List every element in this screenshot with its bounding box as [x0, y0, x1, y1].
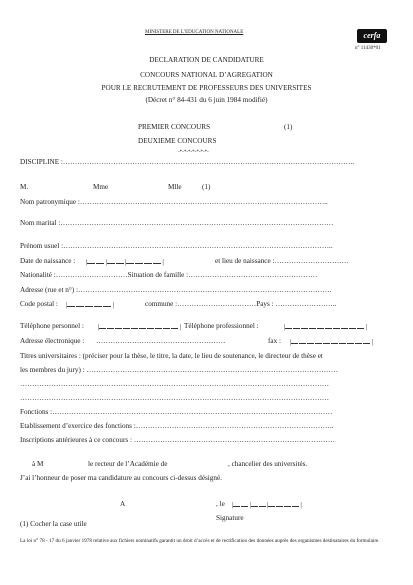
premier-concours-note: (1) — [284, 123, 293, 131]
email-label: Adresse électronique : — [20, 337, 85, 345]
closing-a-m: à M — [32, 460, 44, 468]
discipline-field[interactable]: DISCIPLINE :………………………………………………………………………………………………………….. — [20, 158, 355, 166]
cerfa-logo: cerfa — [357, 29, 387, 43]
closing-recteur: le recteur de l’Académie de — [88, 460, 168, 468]
civ-m[interactable]: M. — [20, 183, 29, 191]
nom-marital-field[interactable]: Nom marital :…………………………………………………………………………………………………… — [20, 219, 334, 227]
etablissement-field[interactable]: Etablissement d’exercice des fonctions :……………………………………………………………………….. — [20, 422, 334, 430]
date-naissance-label: Date de naissance : — [20, 257, 76, 265]
tel-perso-label: Téléphone personnel : — [20, 322, 84, 330]
closing-le: , le — [216, 500, 225, 508]
signature-label: Signature — [216, 514, 244, 522]
tel-pro-boxes[interactable]: | | — [284, 323, 367, 331]
ministry-header: MINISTERE DE L’EDUCATION NATIONALE — [145, 30, 244, 35]
fax-label: fax : — [268, 337, 281, 345]
title-line-4: (Décret n° 84-431 du 6 juin 1984 modifié) — [145, 96, 268, 104]
inscriptions-field[interactable]: Inscriptions antérieures à ce concours : ………………………………………………………………………… — [20, 436, 336, 444]
titres-dots-2[interactable]: ………………………………………………………………………………………………………………… — [20, 394, 330, 402]
footnote-loi: La loi n° 78 - 17 du 6 janvier 1978 relative aux fichiers nominatifs garantit un droit d’accès et de rectification des données auprès des organismes destinataires du formulaire. — [20, 538, 380, 544]
commune-field[interactable]: commune :……………………………Pays : …………………….. — [145, 300, 337, 308]
civ-mme[interactable]: Mme — [93, 183, 109, 191]
code-postal-boxes[interactable]: | | — [66, 301, 114, 309]
title-line-2: CONCOURS NATIONAL D’AGREGATION — [140, 71, 273, 79]
lieu-naissance-field[interactable]: et lieu de naissance :…………………………. — [215, 257, 349, 265]
note-cocher: (1) Cocher la case utile — [20, 520, 87, 528]
premier-concours-label: PREMIER CONCOURS — [138, 123, 211, 131]
titres-line-1: Titres universitaires : (préciser pour la thèse, le titre, la date, le lieu de soutenance, le directeur de thèse et — [20, 352, 323, 360]
title-line-1: DECLARATION DE CANDIDATURE — [149, 56, 264, 64]
nationalite-field[interactable]: Nationalité :…………………………Situation de famille :……………………………………………… — [20, 271, 318, 279]
closing-a: A — [120, 500, 126, 508]
tel-perso-boxes[interactable]: | | — [98, 323, 181, 331]
titres-dots-1[interactable]: ………………………………………………………………………………………………………………… — [20, 380, 330, 388]
code-postal-label: Code postal : — [20, 300, 58, 308]
separator: -*-*-*-*-*-*-*- — [178, 150, 209, 155]
civ-mlle[interactable]: Mlle — [168, 183, 182, 191]
deuxieme-concours-label: DEUXIEME CONCOURS — [138, 137, 217, 145]
title-line-3: POUR LE RECRUTEMENT DE PROFESSEURS DES UNIVERSITES — [101, 84, 312, 92]
adresse-field[interactable]: Adresse (rue et n°) :……………………………………………………………………………………………. — [20, 286, 332, 294]
nom-patronymique-field[interactable]: Nom patronymique :………………………………………………………………………………………….. — [20, 198, 328, 206]
civ-note: (1) — [202, 183, 211, 191]
fax-boxes[interactable]: | | — [290, 338, 373, 346]
tel-pro-label: Téléphone professionnel : — [184, 322, 259, 330]
form-number: n° 11430*01 — [355, 46, 381, 51]
closing-honneur: J’ai l’honneur de poser ma candidature au concours ci-dessus désigné. — [20, 474, 222, 482]
prenom-field[interactable]: Prénom usuel :………………………………………………………………………………………………….. — [20, 242, 333, 250]
email-field[interactable]: ……………………………………………… — [96, 337, 226, 345]
closing-chancelier: , chancelier des universités. — [228, 460, 308, 468]
closing-date-boxes[interactable]: | | | | — [232, 501, 302, 509]
fonctions-field[interactable]: Fonctions :……………………………………………………………………………………………………… — [20, 408, 333, 416]
titres-line-2[interactable]: les membres du jury) : …………………………………………………………………………………………… — [20, 366, 339, 374]
date-naissance-boxes[interactable]: | | | | — [86, 258, 164, 266]
